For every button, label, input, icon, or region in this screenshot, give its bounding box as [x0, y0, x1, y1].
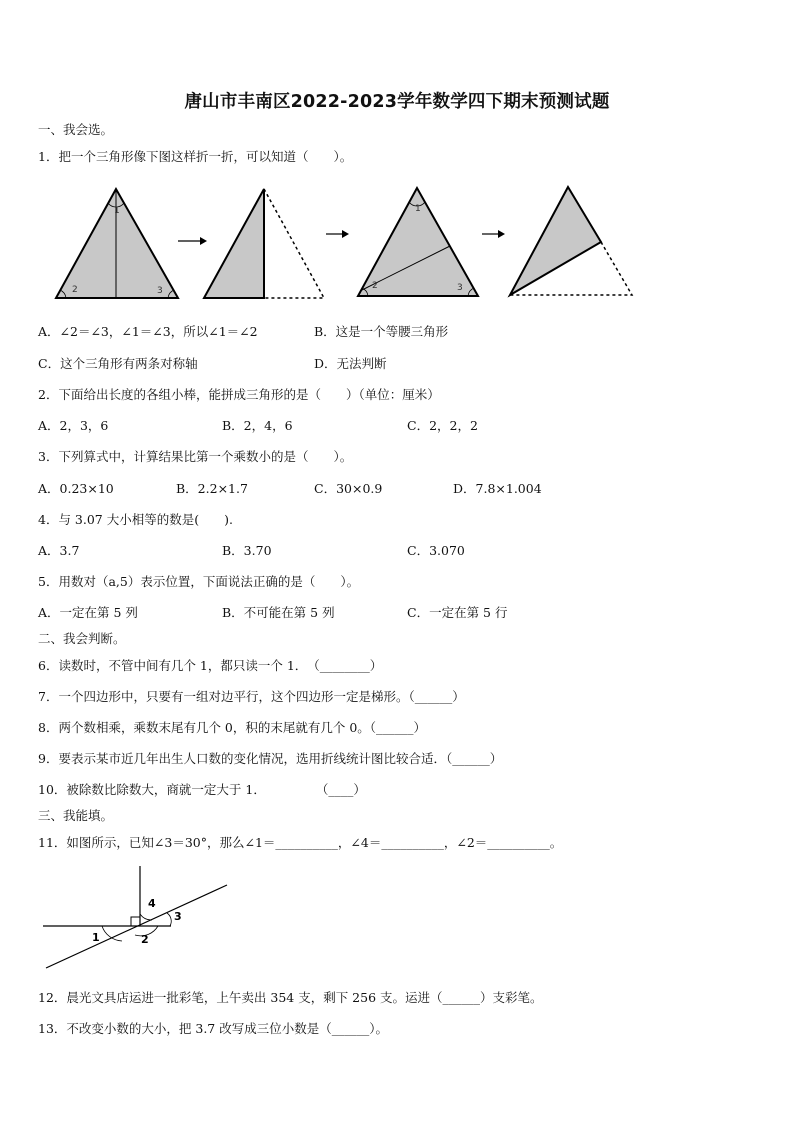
folded-triangle-shape [204, 189, 264, 298]
q4-option-a: A．3.7 [38, 543, 80, 558]
question-6: 6．读数时，不管中间有几个 1，都只读一个 1． （________） [38, 658, 383, 673]
angle-1-label: 1 [114, 206, 120, 216]
question-9: 9．要表示某市近几年出生人口数的变化情况，选用折线统计图比较合适．（______） [38, 751, 503, 766]
q1-option-d: D．无法判断 [314, 356, 387, 371]
dashed-outline [264, 189, 324, 298]
q1-option-a: A．∠2＝∠3，∠1＝∠3，所以∠1＝∠2 [38, 324, 258, 339]
question-11: 11．如图所示，已知∠3＝30°，那么∠1＝__________，∠4＝__________，∠2＝__________。 [38, 835, 563, 850]
q2-option-b: B．2，4，6 [222, 418, 293, 433]
angle-2-label: 2 [72, 285, 78, 295]
question-12: 12．晨光文具店运进一批彩笔，上午卖出 354 支，剩下 256 支。运进（______）支彩笔。 [38, 990, 543, 1005]
angle-3-label: 3 [457, 283, 463, 293]
q1-option-c: C．这个三角形有两条对称轴 [38, 356, 198, 371]
question-8: 8．两个数相乘，乘数末尾有几个 0，积的末尾就有几个 0。（______） [38, 720, 427, 735]
q3-option-b: B．2.2×1.7 [176, 481, 248, 496]
arrow-right-icon [482, 230, 505, 238]
question-1: 1．把一个三角形像下图这样折一折，可以知道（ ）。 [38, 149, 353, 164]
intersecting-lines-figure [40, 862, 240, 974]
q1-option-b: B．这是一个等腰三角形 [314, 324, 449, 339]
section-heading-fill: 三、我能填。 [38, 808, 114, 823]
q3-option-c: C．30×0.9 [314, 481, 383, 496]
arrow-right-icon [326, 230, 349, 238]
question-4: 4．与 3.07 大小相等的数是( ). [38, 512, 233, 527]
triangle-folding-figure [50, 182, 650, 304]
angle-1-label: 1 [415, 204, 421, 214]
section-heading-choice: 一、我会选。 [38, 122, 114, 137]
angle-2-label: 2 [372, 281, 378, 291]
folded-triangle-shape [510, 187, 601, 295]
angle-1-label: 1 [92, 931, 100, 944]
q5-option-a: A．一定在第 5 列 [38, 605, 138, 620]
q2-option-c: C．2，2，2 [407, 418, 478, 433]
angle-3-label: 3 [174, 910, 182, 923]
page-title: 唐山市丰南区2022-2023学年数学四下期末预测试题 [184, 92, 610, 112]
angle-4-label: 4 [148, 897, 156, 910]
q2-option-a: A．2，3，6 [38, 418, 109, 433]
angle-2-label: 2 [141, 933, 149, 946]
q4-option-b: B．3.70 [222, 543, 272, 558]
q5-option-b: B．不可能在第 5 列 [222, 605, 335, 620]
question-5: 5．用数对（a,5）表示位置，下面说法正确的是（ ）。 [38, 574, 360, 589]
q3-option-d: D．7.8×1.004 [453, 481, 542, 496]
q5-option-c: C．一定在第 5 行 [407, 605, 508, 620]
arrow-right-icon [178, 237, 207, 245]
question-3: 3．下列算式中，计算结果比第一个乘数小的是（ ）。 [38, 449, 353, 464]
q4-option-c: C．3.070 [407, 543, 465, 558]
question-2: 2．下面给出长度的各组小棒，能拼成三角形的是（ ）（单位：厘米） [38, 387, 440, 402]
question-10: 10．被除数比除数大，商就一定大于 1． （____） [38, 782, 366, 797]
q3-option-a: A．0.23×10 [38, 481, 114, 496]
question-7: 7．一个四边形中，只要有一组对边平行，这个四边形一定是梯形。（______） [38, 689, 465, 704]
right-angle-mark [131, 917, 140, 926]
question-13: 13．不改变小数的大小，把 3.7 改写成三位小数是（______）。 [38, 1021, 388, 1036]
angle-3-label: 3 [157, 286, 163, 296]
section-heading-judge: 二、我会判断。 [38, 631, 126, 646]
